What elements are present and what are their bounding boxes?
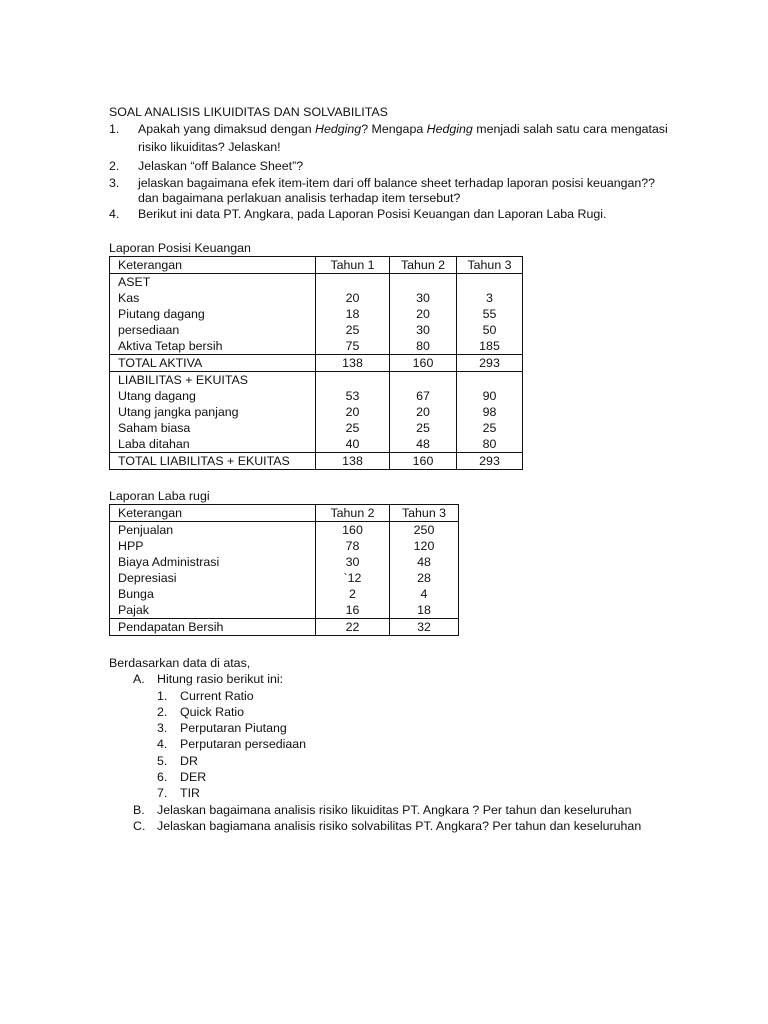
question-3-line-2: dan bagaimana perlakuan analisis terhadap item tersebut? — [138, 191, 461, 205]
table-row — [110, 570, 459, 586]
table-cell: 20 — [390, 306, 457, 322]
empty-cell — [316, 274, 390, 291]
question-3-number: 3. — [109, 176, 120, 190]
ratio-number: 7. — [157, 786, 168, 800]
table-cell: 80 — [457, 436, 523, 453]
ratio-number: 4. — [157, 737, 168, 751]
table-cell: 250 — [390, 522, 459, 539]
table-row — [110, 436, 523, 453]
table-cell: 53 — [316, 388, 390, 404]
table-row — [110, 290, 523, 306]
table-cell: 160 — [316, 522, 390, 539]
table-cell: 48 — [390, 554, 459, 570]
row-label: Depresiasi — [110, 570, 316, 586]
document-title: SOAL ANALISIS LIKUIDITAS DAN SOLVABILITAS — [109, 105, 388, 119]
table-row — [110, 338, 523, 355]
table-cell: 40 — [316, 436, 390, 453]
table-cell: 30 — [390, 322, 457, 338]
table-cell: 30 — [390, 290, 457, 306]
question-1-text-a: Apakah yang dimaksud dengan — [138, 122, 316, 136]
table-cell: 80 — [390, 338, 457, 355]
table-cell: 25 — [390, 420, 457, 436]
question-1-text-c: menjadi salah satu cara mengatasi — [472, 122, 668, 136]
table-cell: 160 — [390, 453, 457, 470]
question-1-number: 1. — [109, 122, 120, 136]
task-c-text: Jelaskan bagiamana analisis risiko solvabilitas PT. Angkara? Per tahun dan keseluruhan — [157, 819, 642, 833]
table-cell: 293 — [457, 453, 523, 470]
column-header: Keterangan — [110, 257, 316, 274]
ratio-number: 1. — [157, 689, 168, 703]
table-cell: 28 — [390, 570, 459, 586]
ratio-number: 6. — [157, 770, 168, 784]
empty-cell — [457, 274, 523, 291]
row-label: Saham biasa — [110, 420, 316, 436]
row-label: Pendapatan Bersih — [110, 619, 316, 636]
row-label: Bunga — [110, 586, 316, 602]
table-row — [110, 554, 459, 570]
table-cell: 55 — [457, 306, 523, 322]
question-2-number: 2. — [109, 159, 120, 173]
row-label: TOTAL LIABILITAS + EKUITAS — [110, 453, 316, 470]
table-cell: 120 — [390, 538, 459, 554]
ratio-number: 3. — [157, 721, 168, 735]
ratio-number: 2. — [157, 705, 168, 719]
total-aktiva-row — [110, 355, 523, 372]
table-cell: 16 — [316, 602, 390, 619]
table-cell: 75 — [316, 338, 390, 355]
ratio-item: Quick Ratio — [180, 705, 245, 719]
empty-cell — [316, 372, 390, 389]
table-cell: 3 — [457, 290, 523, 306]
row-label: Penjualan — [110, 522, 316, 539]
section-label-row — [110, 372, 523, 389]
row-label: persediaan — [110, 322, 316, 338]
ratio-item: TIR — [180, 786, 200, 800]
table-row — [110, 420, 523, 436]
table-cell: 22 — [316, 619, 390, 636]
task-a-text: Hitung rasio berikut ini: — [157, 672, 284, 686]
table-cell: 30 — [316, 554, 390, 570]
column-header: Tahun 3 — [457, 257, 523, 274]
table-cell: `12 — [316, 570, 390, 586]
balance-sheet-caption: Laporan Posisi Keuangan — [109, 241, 251, 255]
table-cell: 90 — [457, 388, 523, 404]
table-cell: 78 — [316, 538, 390, 554]
table-cell: 160 — [390, 355, 457, 372]
ratio-number: 5. — [157, 754, 168, 768]
balance-sheet-table — [109, 256, 523, 470]
row-label: Biaya Administrasi — [110, 554, 316, 570]
column-header: Keterangan — [110, 505, 316, 522]
table-cell: 2 — [316, 586, 390, 602]
column-header: Tahun 2 — [390, 257, 457, 274]
question-1-line-1 — [138, 121, 668, 137]
table-cell: 18 — [390, 602, 459, 619]
hedging-term-1: Hedging — [315, 122, 362, 136]
table-cell: 98 — [457, 404, 523, 420]
ratio-item: Perputaran persediaan — [180, 737, 307, 751]
table-cell: 32 — [390, 619, 459, 636]
ratio-item: DR — [180, 754, 198, 768]
question-2-text: Jelaskan “off Balance Sheet”? — [138, 159, 304, 173]
empty-cell — [390, 372, 457, 389]
instructions-intro: Berdasarkan data di atas, — [109, 656, 251, 670]
table-row — [110, 522, 459, 539]
table-row — [110, 538, 459, 554]
section-label-aset: ASET — [110, 274, 316, 291]
pendapatan-bersih-row — [110, 619, 459, 636]
row-label: HPP — [110, 538, 316, 554]
ratio-item: Perputaran Piutang — [180, 721, 287, 735]
column-header: Tahun 1 — [316, 257, 390, 274]
ratio-item: Current Ratio — [180, 689, 254, 703]
task-c-letter: C. — [133, 819, 146, 833]
total-liabilitas-row — [110, 453, 523, 470]
row-label: TOTAL AKTIVA — [110, 355, 316, 372]
table-row — [110, 388, 523, 404]
task-b-letter: B. — [133, 803, 145, 817]
row-label: Aktiva Tetap bersih — [110, 338, 316, 355]
row-label: Laba ditahan — [110, 436, 316, 453]
table-cell: 20 — [390, 404, 457, 420]
table-row — [110, 602, 459, 619]
row-label: Piutang dagang — [110, 306, 316, 322]
section-label-row — [110, 274, 523, 291]
hedging-term-2: Hedging — [426, 122, 473, 136]
table-cell: 20 — [316, 404, 390, 420]
question-1-line-2: risiko likuiditas? Jelaskan! — [138, 140, 281, 154]
table-cell: 185 — [457, 338, 523, 355]
task-a-letter: A. — [133, 672, 145, 686]
question-1-text-b: ? Mengapa — [361, 122, 427, 136]
table-cell: 20 — [316, 290, 390, 306]
section-label-liabilitas: LIABILITAS + EKUITAS — [110, 372, 316, 389]
table-cell: 50 — [457, 322, 523, 338]
row-label: Utang jangka panjang — [110, 404, 316, 420]
empty-cell — [390, 274, 457, 291]
table-cell: 67 — [390, 388, 457, 404]
table-row — [110, 404, 523, 420]
income-statement-caption: Laporan Laba rugi — [109, 489, 210, 503]
table-row — [110, 306, 523, 322]
table-row — [110, 322, 523, 338]
question-4-number: 4. — [109, 207, 120, 221]
table-cell: 138 — [316, 355, 390, 372]
ratio-item: DER — [180, 770, 207, 784]
column-header: Tahun 2 — [316, 505, 390, 522]
table-cell: 18 — [316, 306, 390, 322]
column-header: Tahun 3 — [390, 505, 459, 522]
task-b-text: Jelaskan bagaimana analisis risiko likuiditas PT. Angkara ? Per tahun dan keseluruhan — [157, 803, 632, 817]
income-statement-table — [109, 504, 459, 636]
table-row — [110, 586, 459, 602]
table-cell: 138 — [316, 453, 390, 470]
row-label: Kas — [110, 290, 316, 306]
table-cell: 25 — [457, 420, 523, 436]
table-cell: 25 — [316, 322, 390, 338]
row-label: Utang dagang — [110, 388, 316, 404]
table-cell: 293 — [457, 355, 523, 372]
question-4-text: Berikut ini data PT. Angkara, pada Laporan Posisi Keuangan dan Laporan Laba Rugi. — [138, 207, 607, 221]
balance-sheet-header-row — [110, 257, 523, 274]
question-3-line-1: jelaskan bagaimana efek item-item dari off balance sheet terhadap laporan posisi keuangan?? — [138, 176, 656, 190]
table-cell: 4 — [390, 586, 459, 602]
row-label: Pajak — [110, 602, 316, 619]
empty-cell — [457, 372, 523, 389]
table-cell: 25 — [316, 420, 390, 436]
income-statement-header-row — [110, 505, 459, 522]
table-cell: 48 — [390, 436, 457, 453]
